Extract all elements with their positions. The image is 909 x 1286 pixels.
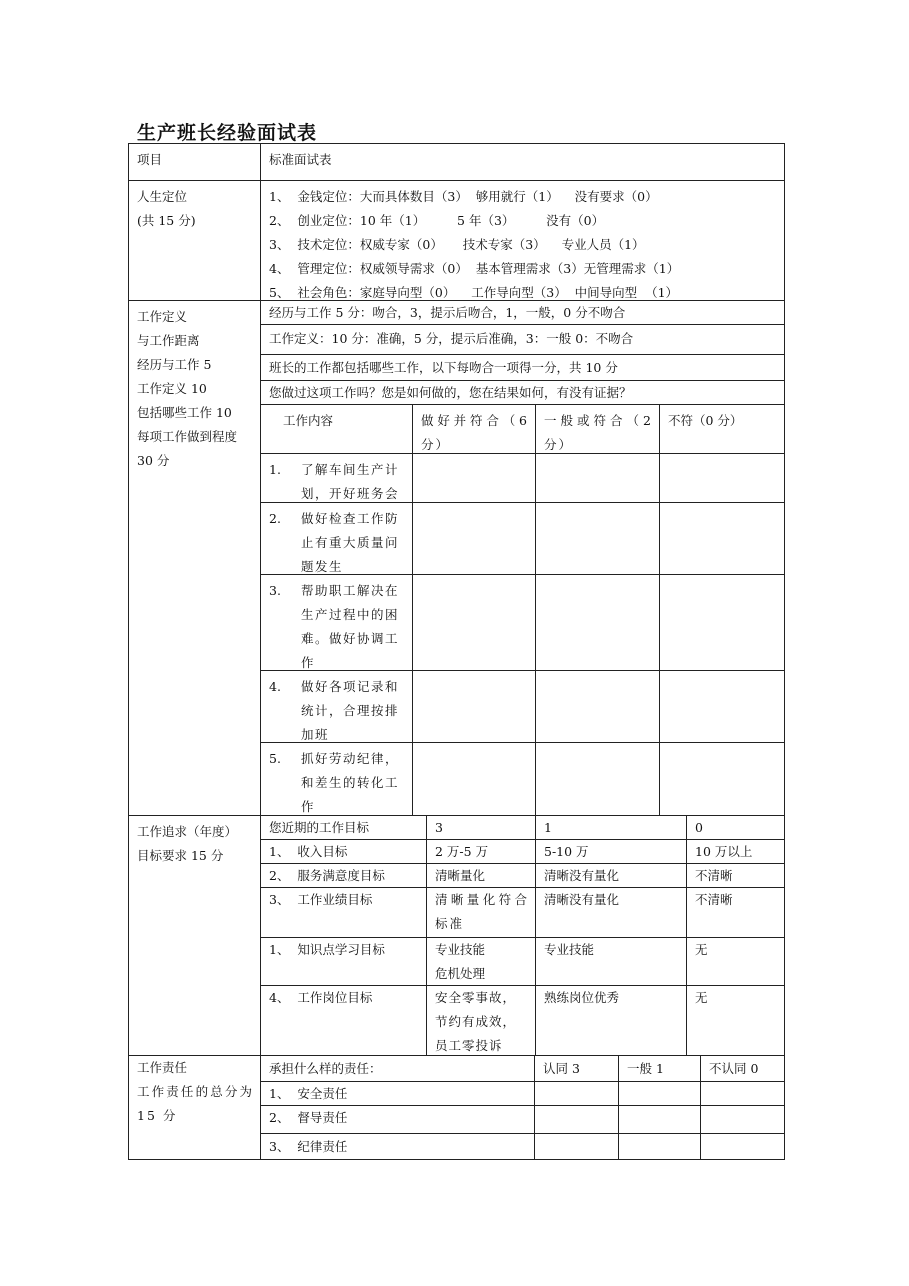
task-cell [413,503,536,575]
header-col-item: 项目 [128,143,261,181]
resp-cell [701,1082,785,1106]
resp-cell [701,1106,785,1134]
resp-row-label: 3、 纪律责任 [261,1134,535,1160]
header-col-standard: 标准面试表 [261,143,785,181]
pursuit-row-cell: 5-10 万 [536,840,687,864]
work-def-row2: 工作定义：10 分：准确，5 分，提示后准确，3：一般 0：不吻合 [261,325,785,355]
resp-cell [701,1134,785,1160]
pursuit-row-cell: 清晰量化 [427,864,536,888]
tasks-header-not: 不符（0 分） [660,405,785,454]
tasks-header-good: 做好并符合（6 分） [413,405,536,454]
section-work-def-label: 工作定义 与工作距离 经历与工作 5 工作定义 10 包括哪些工作 10 每项工作做到程度 30 分 [128,301,261,816]
work-def-row4: 您做过这项工作吗？您是如何做的，您在结果如何，有没有证据？ [261,381,785,405]
resp-header-average: 一般 1 [619,1056,701,1082]
task-cell [660,454,785,503]
section-pursuit-label: 工作追求（年度） 目标要求 15 分 [128,816,261,1056]
task-cell [660,743,785,816]
task-cell [536,503,660,575]
pursuit-row-label: 4、 工作岗位目标 [261,986,427,1056]
task-cell [413,743,536,816]
pursuit-row-label: 1、 收入目标 [261,840,427,864]
pursuit-header-3: 3 [427,816,536,840]
task-row: 5. 抓好劳动纪律，和差生的转化工作 [261,743,413,816]
task-cell [660,575,785,671]
pursuit-row-cell: 清晰量化符合标准 [427,888,536,938]
task-cell [413,671,536,743]
task-row: 4. 做好各项记录和统计，合理按排加班 [261,671,413,743]
resp-cell [535,1134,619,1160]
task-row: 1. 了解车间生产计划，开好班务会 [261,454,413,503]
pursuit-row-cell: 清晰没有量化 [536,888,687,938]
pursuit-row-cell: 安全零事故， 节约有成效， 员工零投诉 [427,986,536,1056]
pursuit-header-0: 0 [687,816,785,840]
task-row: 2. 做好检查工作防止有重大质量问题发生 [261,503,413,575]
page-title: 生产班长经验面试表 [137,122,318,144]
resp-cell [619,1106,701,1134]
pursuit-row-cell: 清晰没有量化 [536,864,687,888]
pursuit-row-cell: 不清晰 [687,888,785,938]
pursuit-row-cell: 专业技能 危机处理 [427,938,536,986]
section-life-label: 人生定位 (共 15 分) [128,181,261,301]
pursuit-row-label: 2、 服务满意度目标 [261,864,427,888]
life-line: 2、 创业定位：10 年（1） 5 年（3） 没有（0） [269,213,605,228]
task-cell [536,454,660,503]
pursuit-header-1: 1 [536,816,687,840]
work-def-row3: 班长的工作都包括哪些工作，以下每吻合一项得一分，共 10 分 [261,355,785,381]
resp-cell [619,1134,701,1160]
pursuit-row-label: 3、 工作业绩目标 [261,888,427,938]
resp-cell [619,1082,701,1106]
task-cell [660,503,785,575]
pursuit-row-cell: 无 [687,938,785,986]
tasks-header-content: 工作内容 [261,405,413,454]
task-cell [536,743,660,816]
resp-row-label: 1、 安全责任 [261,1082,535,1106]
section-resp-label: 工作责任 工作责任的总分为 15 分 [128,1056,261,1160]
resp-header: 承担什么样的责任： [261,1056,535,1082]
life-line: 3、 技术定位：权威专家（0） 技术专家（3） 专业人员（1） [269,237,645,252]
task-cell [660,671,785,743]
task-cell [536,671,660,743]
pursuit-row-cell: 熟练岗位优秀 [536,986,687,1056]
pursuit-row-label: 1、 知识点学习目标 [261,938,427,986]
resp-header-disagree: 不认同 0 [701,1056,785,1082]
section-life-content [261,181,785,301]
work-def-row1: 经历与工作 5 分：吻合，3，提示后吻合，1，一般，0 分不吻合 [261,301,785,325]
task-row: 3. 帮助职工解决在生产过程中的困难。做好协调工作 [261,575,413,671]
tasks-header-average: 一般或符合（2 分） [536,405,660,454]
pursuit-row-cell: 无 [687,986,785,1056]
pursuit-row-cell: 10 万以上 [687,840,785,864]
task-cell [413,575,536,671]
life-line: 1、 金钱定位：大而具体数目（3） 够用就行（1） 没有要求（0） [269,189,658,204]
pursuit-row-cell: 2 万-5 万 [427,840,536,864]
task-cell [413,454,536,503]
pursuit-header-goal: 您近期的工作目标 [261,816,427,840]
resp-row-label: 2、 督导责任 [261,1106,535,1134]
resp-header-agree: 认同 3 [535,1056,619,1082]
life-line: 4、 管理定位：权威领导需求（0） 基本管理需求（3）无管理需求（1） [269,261,680,276]
interview-form-table [128,143,785,1160]
life-line: 5、 社会角色：家庭导向型（0） 工作导向型（3） 中间导向型 （1） [269,285,679,300]
pursuit-row-cell: 专业技能 [536,938,687,986]
resp-cell [535,1082,619,1106]
pursuit-row-cell: 不清晰 [687,864,785,888]
resp-cell [535,1106,619,1134]
task-cell [536,575,660,671]
